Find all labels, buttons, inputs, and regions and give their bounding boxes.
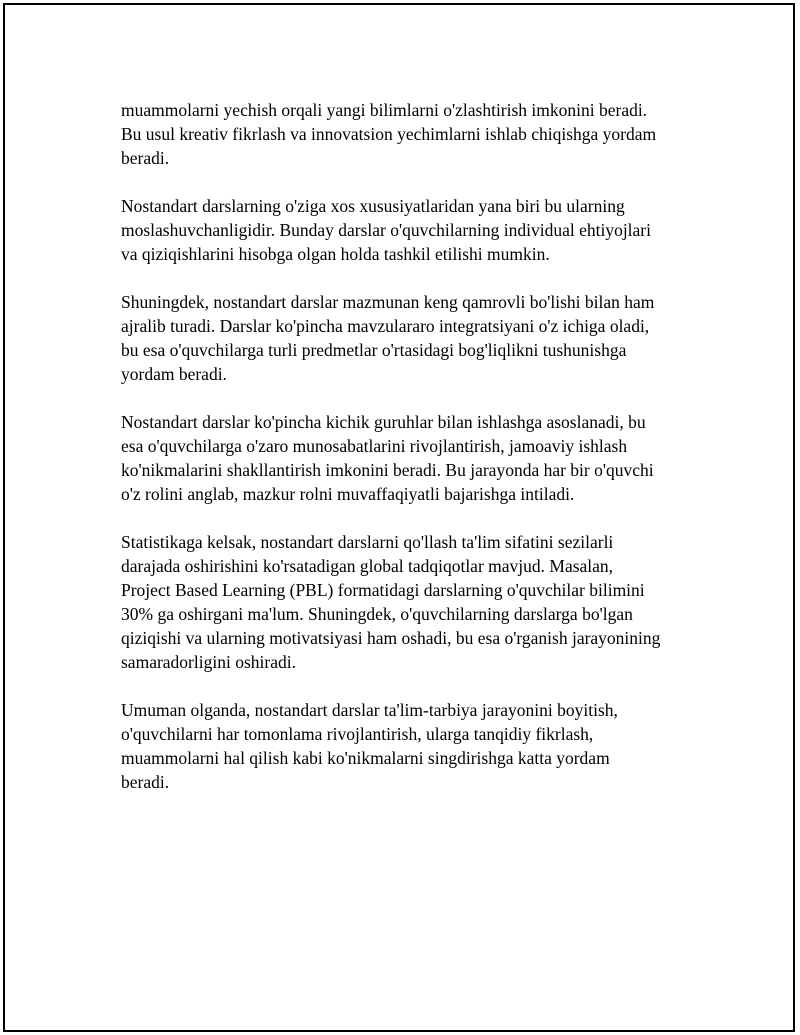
- paragraph: Nostandart darslarning o'ziga xos xususiyatlaridan yana biri bu ularning moslashuvchanligidir. Bunday darslar o'quvchilarning individual ehtiyojlari va qiziqishlarini hisobga olgan holda tashkil etilishi mumkin.: [121, 196, 651, 264]
- paragraph: Shuningdek, nostandart darslar mazmunan keng qamrovli bo'lishi bilan ham ajralib turadi. Darslar ko'pincha mavzulararo integratsiyani o'z ichiga oladi, bu esa o'quvchilarga turli predmetlar o'rtasidagi bog'liqlikni tushunishga yordam beradi.: [121, 292, 655, 384]
- paragraph: Umuman olganda, nostandart darslar ta'lim-tarbiya jarayonini boyitish, o'quvchilarni har tomonlama rivojlantirish, ularga tanqidiy fikrlash, muammolarni hal qilish kabi ko'nikmalarni singdirishga katta yordam beradi.: [121, 700, 618, 792]
- document-body: [121, 98, 711, 818]
- paragraph: Statistikaga kelsak, nostandart darslarni qo'llash ta'lim sifatini sezilarli darajada oshirishini ko'rsatadigan global tadqiqotlar mavjud. Masalan, Project Based Learning (PBL) formatidagi darslarning o'quvchilar bilimini 30% ga oshirgani ma'lum. Shuningdek, o'quvchilarning darslarga bo'lgan qiziqishi va ularning motivatsiyasi ham oshadi, bu esa o'rganish jarayonining samaradorligini oshiradi.: [121, 532, 661, 672]
- paragraph: Nostandart darslar ko'pincha kichik guruhlar bilan ishlashga asoslanadi, bu esa o'quvchilarga o'zaro munosabatlarini rivojlantirish, jamoaviy ishlash ko'nikmalarini shakllantirish imkonini beradi. Bu jarayonda har bir o'quvchi o'z rolini anglab, mazkur rolni muvaffaqiyatli bajarishga intiladi.: [121, 412, 654, 504]
- paragraph: muammolarni yechish orqali yangi bilimlarni o'zlashtirish imkonini beradi. Bu usul kreativ fikrlash va innovatsion yechimlarni ishlab chiqishga yordam beradi.: [121, 100, 657, 168]
- page-frame: [3, 3, 795, 1032]
